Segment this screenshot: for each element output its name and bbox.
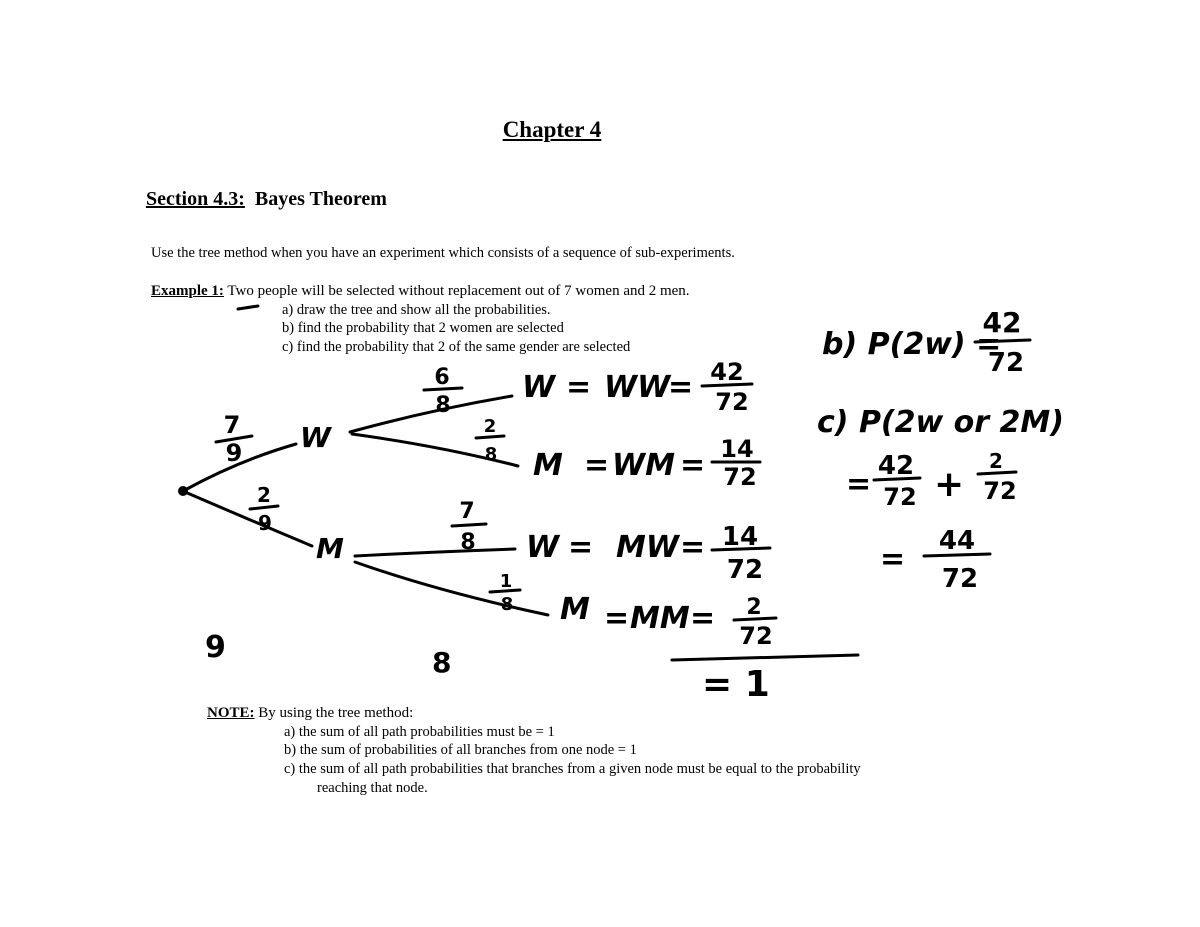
intro-text: Use the tree method when you have an experiment which consists of a sequence of sub-experiments.: [151, 245, 735, 261]
section-title: Bayes Theorem: [254, 188, 387, 210]
answer-c-plus: +: [934, 464, 965, 505]
answer-b-den: 72: [987, 348, 1025, 378]
answer-b-label: b) P(2w) =: [822, 327, 1002, 362]
path-wm-eq1: =: [584, 448, 610, 483]
answer-c-term1-bar: [874, 478, 920, 480]
answer-c-term1-den: 72: [883, 483, 917, 511]
note-item-c: c) the sum of all path probabilities that branches from a given node must be equal to the probability: [284, 761, 861, 777]
fraction-7-9-den: 9: [225, 439, 243, 467]
handwritten-dash: [238, 306, 258, 309]
answer-c-result-den: 72: [941, 564, 979, 594]
note-item-c-continued: reaching that node.: [317, 780, 428, 796]
answer-c-term1-num: 42: [877, 451, 915, 481]
fraction-7-8-bar: [452, 524, 486, 526]
fraction-2-8-num: 2: [483, 416, 497, 437]
path-ww-end: W: [522, 370, 556, 405]
example-part-a: a) draw the tree and show all the probabilities.: [282, 302, 551, 318]
node-w: W: [300, 421, 331, 454]
answer-c-term2-bar: [978, 472, 1016, 474]
answer-c-result-bar: [924, 554, 990, 556]
fraction-1-8-den: 8: [500, 594, 514, 615]
path-ww-eq2: =: [668, 370, 694, 405]
note-text: By using the tree method:: [258, 705, 414, 721]
path-wm-label: WM: [612, 448, 675, 483]
level-count-9: 9: [205, 630, 226, 665]
branch-w-w: [350, 396, 512, 432]
fraction-1-8-bar: [490, 590, 520, 592]
example-text: Two people will be selected without replacement out of 7 women and 2 men.: [227, 283, 690, 299]
path-mw-end: W: [526, 530, 560, 565]
section-label: Section 4.3:: [146, 188, 245, 210]
path-ww-prob-bar: [702, 384, 752, 386]
answer-c-term2-num: 2: [989, 449, 1003, 473]
path-mm-prob-den: 72: [739, 622, 773, 650]
path-mw-prob-bar: [712, 548, 770, 550]
path-ww-prob-den: 72: [715, 388, 749, 416]
tree-root-node: [178, 486, 188, 496]
fraction-2-8-den: 8: [484, 444, 498, 465]
fraction-6-8-num: 6: [434, 365, 450, 390]
path-mm-end: M: [560, 592, 590, 627]
branch-root-w: [185, 444, 296, 490]
path-mw-eq2: =: [680, 530, 706, 565]
answer-b-bar: [975, 340, 1030, 342]
example-part-c: c) find the probability that 2 of the same gender are selected: [282, 339, 631, 355]
path-mw-prob-den: 72: [726, 555, 764, 585]
fraction-6-8-bar: [424, 388, 462, 390]
note-item-b: b) the sum of probabilities of all branches from one node = 1: [284, 742, 637, 758]
path-mm-prob-num: 2: [746, 595, 762, 620]
fraction-7-8-num: 7: [459, 499, 475, 524]
answer-c-result-eq: =: [880, 542, 906, 577]
total-line: [672, 655, 858, 660]
path-wm-prob-num: 14: [720, 435, 754, 463]
level-count-8: 8: [432, 646, 452, 679]
note-label: NOTE:: [207, 705, 255, 721]
path-mw-prob-num: 14: [721, 522, 759, 552]
chapter-title: Chapter 4: [502, 117, 602, 142]
path-mw-eq1: =: [568, 530, 594, 565]
answer-b-num: 42: [982, 306, 1022, 339]
note-heading: [207, 705, 413, 722]
fraction-1-8-num: 1: [499, 571, 513, 592]
note-item-a: a) the sum of all path probabilities must be = 1: [284, 724, 555, 740]
branch-m-m: [355, 562, 548, 615]
branch-w-m: [352, 434, 518, 466]
path-mm-prob-bar: [734, 618, 776, 620]
path-mw-label: MW: [616, 530, 679, 565]
path-mm-eq1: =: [604, 601, 630, 636]
node-m: M: [316, 532, 344, 565]
answer-c-eq: =: [846, 467, 872, 502]
section-heading: [146, 188, 387, 211]
answer-c-term2-den: 72: [983, 477, 1017, 505]
path-wm-prob-den: 72: [723, 463, 757, 491]
path-ww-eq1: =: [566, 370, 592, 405]
path-mm-label: MM: [630, 601, 690, 636]
fraction-2-9-num: 2: [257, 483, 271, 507]
example-label: Example 1:: [151, 283, 224, 299]
fraction-2-9-den: 9: [258, 511, 272, 535]
fraction-2-8-bar: [476, 436, 504, 438]
example-part-b: b) find the probability that 2 women are selected: [282, 320, 564, 336]
example-statement: [151, 283, 690, 300]
path-wm-end: M: [533, 448, 563, 483]
branch-m-w: [355, 549, 515, 556]
path-ww-label: WW: [604, 370, 671, 405]
fraction-7-8-den: 8: [460, 530, 476, 555]
answer-c-result-num: 44: [938, 526, 976, 556]
fraction-2-9-bar: [250, 506, 278, 509]
path-wm-eq2: =: [680, 448, 706, 483]
fraction-7-9-num: 7: [223, 411, 241, 439]
path-ww-prob-num: 42: [710, 358, 744, 386]
branch-root-m: [185, 492, 312, 546]
total-sum: = 1: [702, 664, 770, 705]
fraction-6-8-den: 8: [435, 393, 451, 418]
fraction-7-9-bar: [216, 436, 252, 442]
path-mm-eq2: =: [690, 601, 716, 636]
answer-c-label: c) P(2w or 2M): [817, 405, 1064, 440]
